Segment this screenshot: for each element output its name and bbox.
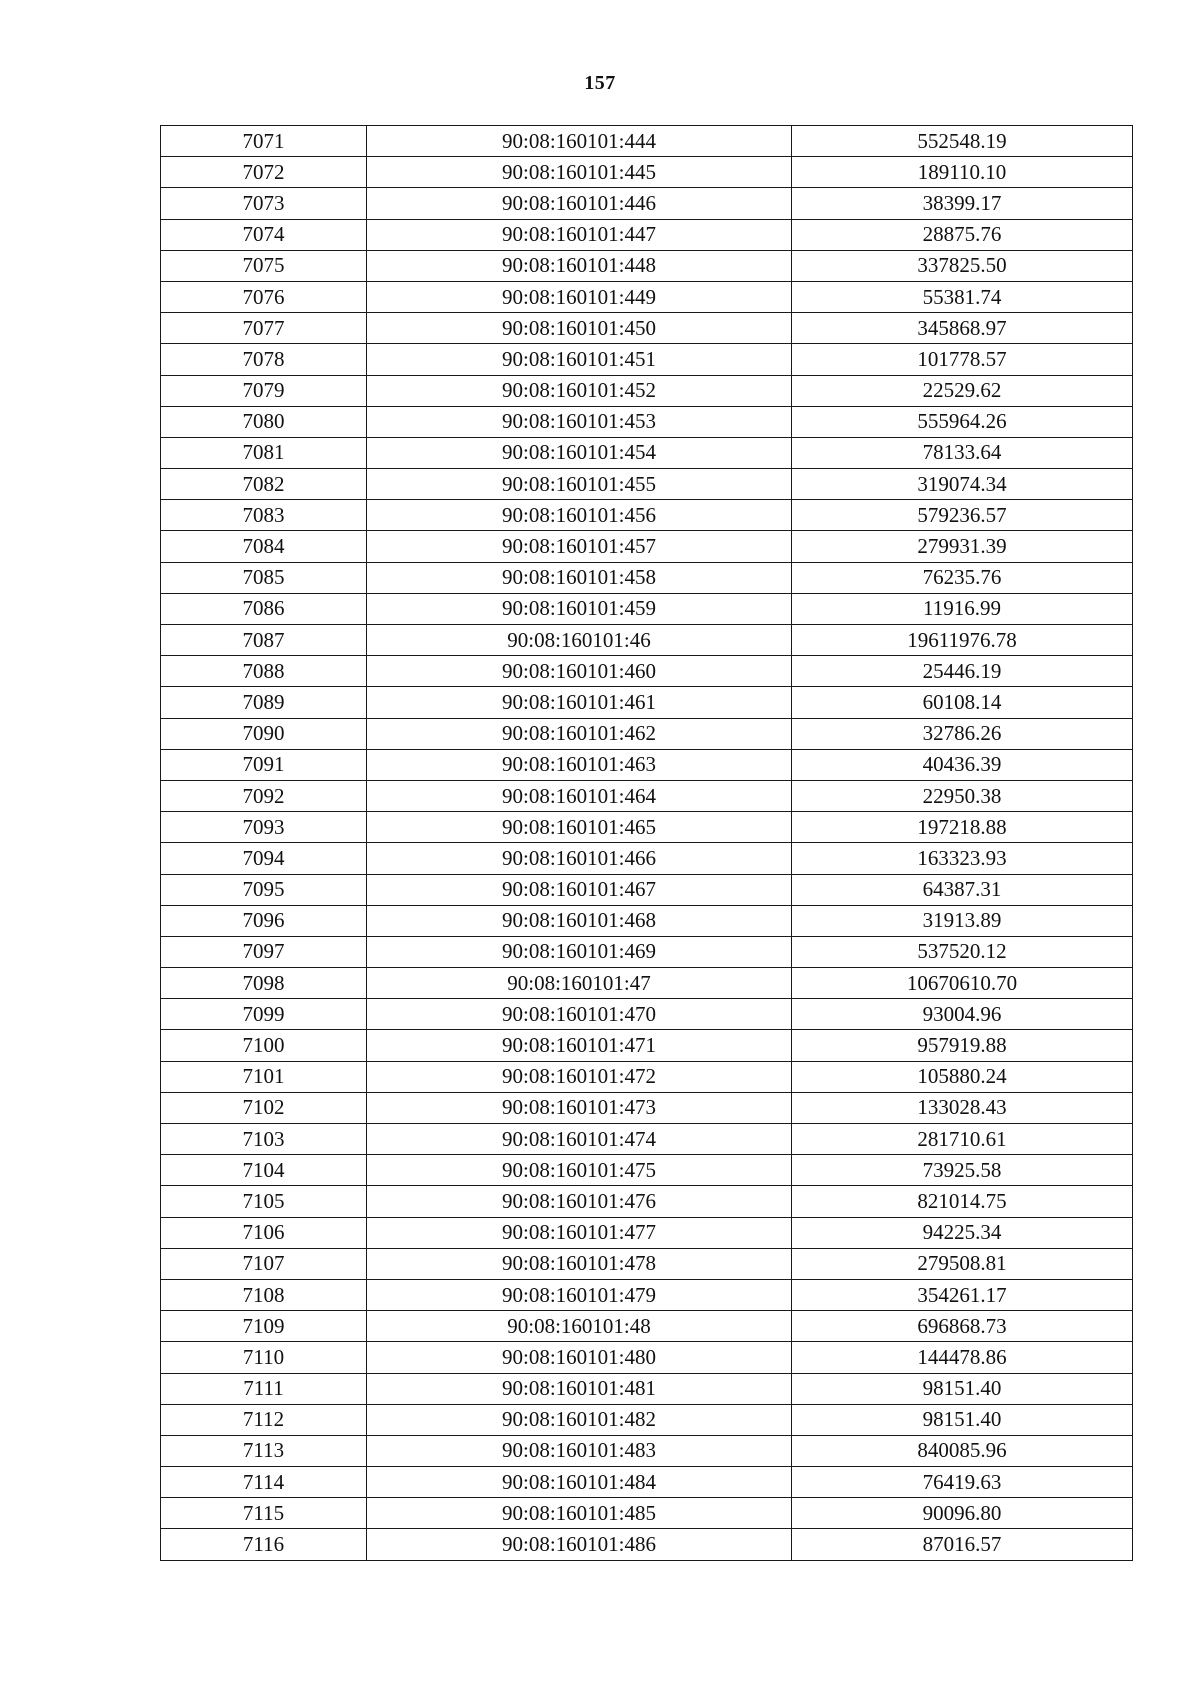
value-cell: 93004.96 bbox=[792, 999, 1133, 1030]
cadastral-number-cell: 90:08:160101:459 bbox=[367, 593, 792, 624]
table-row bbox=[161, 999, 1133, 1030]
value-cell: 555964.26 bbox=[792, 406, 1133, 437]
row-index-cell: 7096 bbox=[161, 905, 367, 936]
row-index-cell: 7106 bbox=[161, 1217, 367, 1248]
value-cell: 337825.50 bbox=[792, 250, 1133, 281]
cadastral-number-cell: 90:08:160101:452 bbox=[367, 375, 792, 406]
value-cell: 552548.19 bbox=[792, 126, 1133, 157]
row-index-cell: 7077 bbox=[161, 313, 367, 344]
cadastral-number-cell: 90:08:160101:460 bbox=[367, 656, 792, 687]
cadastral-number-cell: 90:08:160101:463 bbox=[367, 749, 792, 780]
cadastral-number-cell: 90:08:160101:470 bbox=[367, 999, 792, 1030]
table-row bbox=[161, 593, 1133, 624]
cadastral-number-cell: 90:08:160101:480 bbox=[367, 1342, 792, 1373]
value-cell: 281710.61 bbox=[792, 1124, 1133, 1155]
table-row bbox=[161, 1435, 1133, 1466]
value-cell: 19611976.78 bbox=[792, 625, 1133, 656]
cadastral-number-cell: 90:08:160101:462 bbox=[367, 718, 792, 749]
row-index-cell: 7087 bbox=[161, 625, 367, 656]
table-row bbox=[161, 812, 1133, 843]
row-index-cell: 7072 bbox=[161, 157, 367, 188]
value-cell: 98151.40 bbox=[792, 1404, 1133, 1435]
cadastral-number-cell: 90:08:160101:454 bbox=[367, 437, 792, 468]
row-index-cell: 7075 bbox=[161, 250, 367, 281]
cadastral-number-cell: 90:08:160101:485 bbox=[367, 1498, 792, 1529]
row-index-cell: 7093 bbox=[161, 812, 367, 843]
table-row bbox=[161, 1373, 1133, 1404]
table-row bbox=[161, 281, 1133, 312]
value-cell: 78133.64 bbox=[792, 437, 1133, 468]
cadastral-number-cell: 90:08:160101:484 bbox=[367, 1467, 792, 1498]
row-index-cell: 7078 bbox=[161, 344, 367, 375]
cadastral-number-cell: 90:08:160101:482 bbox=[367, 1404, 792, 1435]
row-index-cell: 7094 bbox=[161, 843, 367, 874]
cadastral-number-cell: 90:08:160101:448 bbox=[367, 250, 792, 281]
cadastral-number-cell: 90:08:160101:47 bbox=[367, 968, 792, 999]
value-cell: 94225.34 bbox=[792, 1217, 1133, 1248]
row-index-cell: 7102 bbox=[161, 1092, 367, 1123]
row-index-cell: 7099 bbox=[161, 999, 367, 1030]
row-index-cell: 7080 bbox=[161, 406, 367, 437]
cadastral-number-cell: 90:08:160101:456 bbox=[367, 500, 792, 531]
row-index-cell: 7101 bbox=[161, 1061, 367, 1092]
table-row bbox=[161, 1279, 1133, 1310]
table-row bbox=[161, 157, 1133, 188]
cadastral-number-cell: 90:08:160101:486 bbox=[367, 1529, 792, 1560]
value-cell: 32786.26 bbox=[792, 718, 1133, 749]
value-cell: 40436.39 bbox=[792, 749, 1133, 780]
value-cell: 189110.10 bbox=[792, 157, 1133, 188]
table-row bbox=[161, 1030, 1133, 1061]
cadastral-number-cell: 90:08:160101:472 bbox=[367, 1061, 792, 1092]
value-cell: 22529.62 bbox=[792, 375, 1133, 406]
value-cell: 133028.43 bbox=[792, 1092, 1133, 1123]
value-cell: 821014.75 bbox=[792, 1186, 1133, 1217]
row-index-cell: 7095 bbox=[161, 874, 367, 905]
value-cell: 55381.74 bbox=[792, 281, 1133, 312]
value-cell: 163323.93 bbox=[792, 843, 1133, 874]
table-row bbox=[161, 375, 1133, 406]
value-cell: 319074.34 bbox=[792, 469, 1133, 500]
row-index-cell: 7091 bbox=[161, 749, 367, 780]
cadastral-number-cell: 90:08:160101:479 bbox=[367, 1279, 792, 1310]
cadastral-number-cell: 90:08:160101:446 bbox=[367, 188, 792, 219]
table-row bbox=[161, 126, 1133, 157]
table-row bbox=[161, 968, 1133, 999]
table-row bbox=[161, 406, 1133, 437]
value-cell: 354261.17 bbox=[792, 1279, 1133, 1310]
row-index-cell: 7110 bbox=[161, 1342, 367, 1373]
value-cell: 31913.89 bbox=[792, 905, 1133, 936]
value-cell: 38399.17 bbox=[792, 188, 1133, 219]
value-cell: 537520.12 bbox=[792, 936, 1133, 967]
table-row bbox=[161, 1529, 1133, 1560]
page-number: 157 bbox=[584, 72, 616, 94]
row-index-cell: 7092 bbox=[161, 780, 367, 811]
value-cell: 90096.80 bbox=[792, 1498, 1133, 1529]
table-row bbox=[161, 469, 1133, 500]
cadastral-number-cell: 90:08:160101:469 bbox=[367, 936, 792, 967]
table-row bbox=[161, 1342, 1133, 1373]
table-row bbox=[161, 1217, 1133, 1248]
table-row bbox=[161, 749, 1133, 780]
row-index-cell: 7073 bbox=[161, 188, 367, 219]
table-row bbox=[161, 874, 1133, 905]
cadastral-number-cell: 90:08:160101:48 bbox=[367, 1311, 792, 1342]
table-row bbox=[161, 562, 1133, 593]
row-index-cell: 7086 bbox=[161, 593, 367, 624]
cadastral-number-cell: 90:08:160101:445 bbox=[367, 157, 792, 188]
row-index-cell: 7112 bbox=[161, 1404, 367, 1435]
cadastral-number-cell: 90:08:160101:473 bbox=[367, 1092, 792, 1123]
row-index-cell: 7104 bbox=[161, 1155, 367, 1186]
row-index-cell: 7089 bbox=[161, 687, 367, 718]
registry-table bbox=[160, 125, 1133, 1561]
table-row bbox=[161, 1124, 1133, 1155]
cadastral-number-cell: 90:08:160101:465 bbox=[367, 812, 792, 843]
row-index-cell: 7083 bbox=[161, 500, 367, 531]
row-index-cell: 7090 bbox=[161, 718, 367, 749]
table-row bbox=[161, 936, 1133, 967]
cadastral-number-cell: 90:08:160101:476 bbox=[367, 1186, 792, 1217]
row-index-cell: 7105 bbox=[161, 1186, 367, 1217]
row-index-cell: 7114 bbox=[161, 1467, 367, 1498]
value-cell: 279931.39 bbox=[792, 531, 1133, 562]
row-index-cell: 7103 bbox=[161, 1124, 367, 1155]
value-cell: 10670610.70 bbox=[792, 968, 1133, 999]
cadastral-number-cell: 90:08:160101:477 bbox=[367, 1217, 792, 1248]
row-index-cell: 7082 bbox=[161, 469, 367, 500]
row-index-cell: 7081 bbox=[161, 437, 367, 468]
table-row bbox=[161, 1186, 1133, 1217]
value-cell: 76235.76 bbox=[792, 562, 1133, 593]
cadastral-number-cell: 90:08:160101:450 bbox=[367, 313, 792, 344]
cadastral-number-cell: 90:08:160101:483 bbox=[367, 1435, 792, 1466]
cadastral-number-cell: 90:08:160101:468 bbox=[367, 905, 792, 936]
value-cell: 22950.38 bbox=[792, 780, 1133, 811]
row-index-cell: 7079 bbox=[161, 375, 367, 406]
table-row bbox=[161, 1467, 1133, 1498]
value-cell: 696868.73 bbox=[792, 1311, 1133, 1342]
cadastral-number-cell: 90:08:160101:46 bbox=[367, 625, 792, 656]
table-row bbox=[161, 1311, 1133, 1342]
table-row bbox=[161, 1092, 1133, 1123]
table-row bbox=[161, 313, 1133, 344]
row-index-cell: 7107 bbox=[161, 1248, 367, 1279]
row-index-cell: 7074 bbox=[161, 219, 367, 250]
cadastral-number-cell: 90:08:160101:447 bbox=[367, 219, 792, 250]
value-cell: 197218.88 bbox=[792, 812, 1133, 843]
cadastral-number-cell: 90:08:160101:455 bbox=[367, 469, 792, 500]
table-row bbox=[161, 1248, 1133, 1279]
table-row bbox=[161, 656, 1133, 687]
table-row bbox=[161, 219, 1133, 250]
value-cell: 279508.81 bbox=[792, 1248, 1133, 1279]
value-cell: 60108.14 bbox=[792, 687, 1133, 718]
value-cell: 28875.76 bbox=[792, 219, 1133, 250]
row-index-cell: 7085 bbox=[161, 562, 367, 593]
table-row bbox=[161, 531, 1133, 562]
value-cell: 11916.99 bbox=[792, 593, 1133, 624]
value-cell: 73925.58 bbox=[792, 1155, 1133, 1186]
row-index-cell: 7100 bbox=[161, 1030, 367, 1061]
table-row bbox=[161, 1155, 1133, 1186]
registry-table-body bbox=[161, 126, 1133, 1561]
table-row bbox=[161, 1498, 1133, 1529]
row-index-cell: 7071 bbox=[161, 126, 367, 157]
value-cell: 76419.63 bbox=[792, 1467, 1133, 1498]
cadastral-number-cell: 90:08:160101:461 bbox=[367, 687, 792, 718]
row-index-cell: 7097 bbox=[161, 936, 367, 967]
row-index-cell: 7084 bbox=[161, 531, 367, 562]
value-cell: 25446.19 bbox=[792, 656, 1133, 687]
cadastral-number-cell: 90:08:160101:458 bbox=[367, 562, 792, 593]
table-row bbox=[161, 344, 1133, 375]
table-row bbox=[161, 1404, 1133, 1435]
table-row bbox=[161, 625, 1133, 656]
cadastral-number-cell: 90:08:160101:478 bbox=[367, 1248, 792, 1279]
row-index-cell: 7098 bbox=[161, 968, 367, 999]
cadastral-number-cell: 90:08:160101:464 bbox=[367, 780, 792, 811]
table-row bbox=[161, 780, 1133, 811]
cadastral-number-cell: 90:08:160101:471 bbox=[367, 1030, 792, 1061]
cadastral-number-cell: 90:08:160101:451 bbox=[367, 344, 792, 375]
row-index-cell: 7111 bbox=[161, 1373, 367, 1404]
table-row bbox=[161, 500, 1133, 531]
value-cell: 101778.57 bbox=[792, 344, 1133, 375]
value-cell: 87016.57 bbox=[792, 1529, 1133, 1560]
cadastral-number-cell: 90:08:160101:467 bbox=[367, 874, 792, 905]
cadastral-number-cell: 90:08:160101:444 bbox=[367, 126, 792, 157]
row-index-cell: 7113 bbox=[161, 1435, 367, 1466]
cadastral-number-cell: 90:08:160101:449 bbox=[367, 281, 792, 312]
cadastral-number-cell: 90:08:160101:453 bbox=[367, 406, 792, 437]
table-row bbox=[161, 843, 1133, 874]
value-cell: 98151.40 bbox=[792, 1373, 1133, 1404]
value-cell: 345868.97 bbox=[792, 313, 1133, 344]
table-row bbox=[161, 437, 1133, 468]
row-index-cell: 7088 bbox=[161, 656, 367, 687]
value-cell: 840085.96 bbox=[792, 1435, 1133, 1466]
cadastral-number-cell: 90:08:160101:474 bbox=[367, 1124, 792, 1155]
table-row bbox=[161, 718, 1133, 749]
value-cell: 64387.31 bbox=[792, 874, 1133, 905]
row-index-cell: 7109 bbox=[161, 1311, 367, 1342]
value-cell: 105880.24 bbox=[792, 1061, 1133, 1092]
cadastral-number-cell: 90:08:160101:457 bbox=[367, 531, 792, 562]
table-row bbox=[161, 250, 1133, 281]
row-index-cell: 7116 bbox=[161, 1529, 367, 1560]
table-row bbox=[161, 687, 1133, 718]
table-row bbox=[161, 188, 1133, 219]
value-cell: 579236.57 bbox=[792, 500, 1133, 531]
cadastral-number-cell: 90:08:160101:481 bbox=[367, 1373, 792, 1404]
value-cell: 144478.86 bbox=[792, 1342, 1133, 1373]
table-row bbox=[161, 905, 1133, 936]
cadastral-number-cell: 90:08:160101:475 bbox=[367, 1155, 792, 1186]
cadastral-number-cell: 90:08:160101:466 bbox=[367, 843, 792, 874]
row-index-cell: 7108 bbox=[161, 1279, 367, 1310]
row-index-cell: 7076 bbox=[161, 281, 367, 312]
row-index-cell: 7115 bbox=[161, 1498, 367, 1529]
table-row bbox=[161, 1061, 1133, 1092]
value-cell: 957919.88 bbox=[792, 1030, 1133, 1061]
